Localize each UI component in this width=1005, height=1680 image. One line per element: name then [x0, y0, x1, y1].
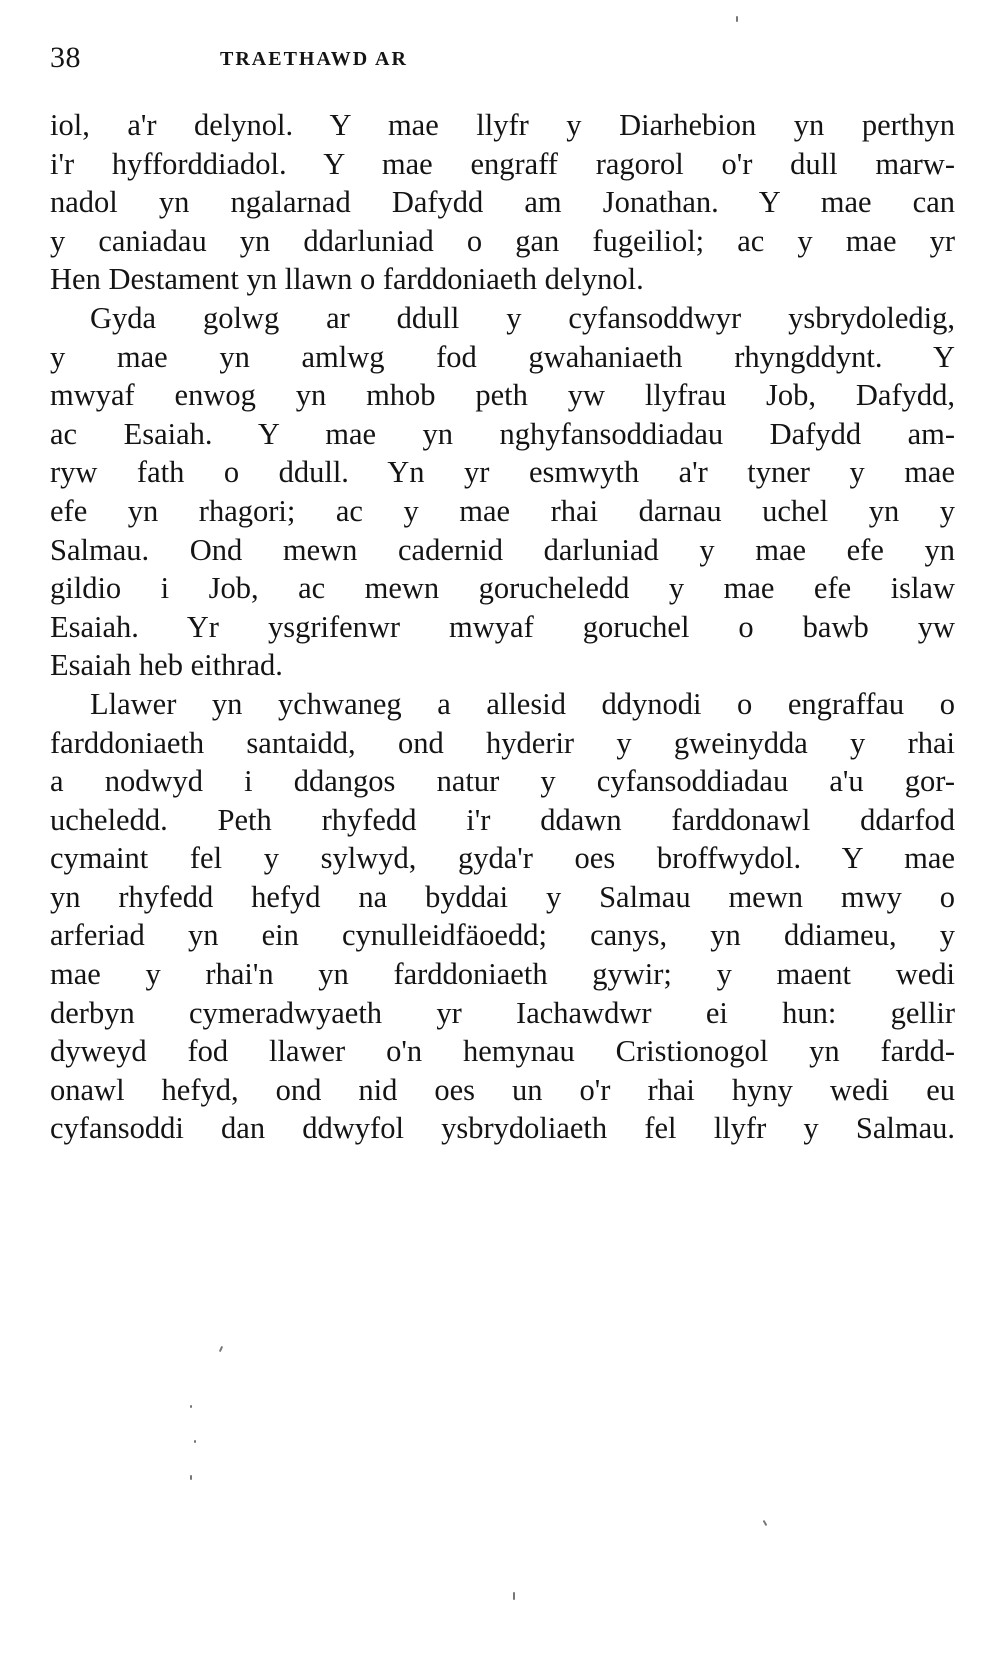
text-line: ucheledd. Peth rhyfedd i'r ddawn farddonawl ddarfod — [50, 802, 955, 837]
text-line: farddoniaeth santaidd, ond hyderir y gweinydda y rhai — [50, 725, 955, 760]
text-line: Llawer yn ychwaneg a allesid ddynodi o engraffau o — [90, 686, 955, 721]
text-line: a nodwyd i ddangos natur y cyfansoddiadau a'u gor- — [50, 764, 955, 799]
text-line: efe yn rhagori; ac y mae rhai darnau uchel yn y — [50, 493, 955, 528]
scan-speck — [190, 1405, 192, 1408]
text-line: cyfansoddi dan ddwyfol ysbrydoliaeth fel llyfr y Salmau. — [50, 1111, 955, 1146]
body-text — [50, 106, 955, 1148]
text-line: Gyda golwg ar ddull y cyfansoddwyr ysbrydoledig, — [90, 300, 955, 335]
scan-speck — [763, 1520, 768, 1526]
text-line: Esaiah. Yr ysgrifenwr mwyaf goruchel o bawb yw — [50, 609, 955, 644]
text-line: derbyn cymeradwyaeth yr Iachawdwr ei hun: gellir — [50, 995, 955, 1030]
text-line: gildio i Job, ac mewn gorucheledd y mae efe islaw — [50, 571, 955, 606]
text-line: yn rhyfedd hefyd na byddai y Salmau mewn mwy o — [50, 879, 955, 914]
text-line: ac Esaiah. Y mae yn nghyfansoddiadau Dafydd am- — [50, 416, 955, 451]
text-line: arferiad yn ein cynulleidfäoedd; canys, yn ddiameu, y — [50, 918, 955, 953]
text-line: i'r hyfforddiadol. Y mae engraff ragorol o'r dull marw- — [50, 146, 955, 181]
scan-speck — [190, 1475, 192, 1480]
text-line: iol, a'r delynol. Y mae llyfr y Diarhebion yn perthyn — [50, 108, 955, 142]
text-line: Salmau. Ond mewn cadernid darluniad y mae efe yn — [50, 532, 955, 567]
text-line: y mae yn amlwg fod gwahaniaeth rhyngddynt. Y — [50, 339, 955, 374]
text-line: nadol yn ngalarnad Dafydd am Jonathan. Y mae can — [50, 185, 955, 220]
scan-speck — [194, 1440, 196, 1443]
scan-speck — [736, 16, 738, 22]
running-head — [50, 38, 955, 78]
text-line: y caniadau yn ddarluniad o gan fugeiliol; ac y mae yr — [50, 223, 955, 258]
text-line: dyweyd fod llawer o'n hemynau Cristionogol yn fardd- — [50, 1034, 955, 1069]
text-line: cymaint fel y sylwyd, gyda'r oes broffwydol. Y mae — [50, 841, 955, 876]
running-title: TRAETHAWD AR — [220, 48, 408, 70]
text-line: ryw fath o ddull. Yn yr esmwyth a'r tyner y mae — [50, 455, 955, 490]
scan-speck — [513, 1592, 515, 1600]
text-line: onawl hefyd, ond nid oes un o'r rhai hyny wedi eu — [50, 1072, 955, 1107]
page-number: 38 — [50, 41, 81, 74]
text-line: mae y rhai'n yn farddoniaeth gywir; y maent wedi — [50, 957, 955, 992]
text-line: mwyaf enwog yn mhob peth yw llyfrau Job, Dafydd, — [50, 378, 955, 413]
scan-speck — [219, 1346, 223, 1352]
text-line: Esaiah heb eithrad. — [50, 648, 283, 683]
text-line: Hen Destament yn llawn o farddoniaeth delynol. — [50, 262, 644, 297]
